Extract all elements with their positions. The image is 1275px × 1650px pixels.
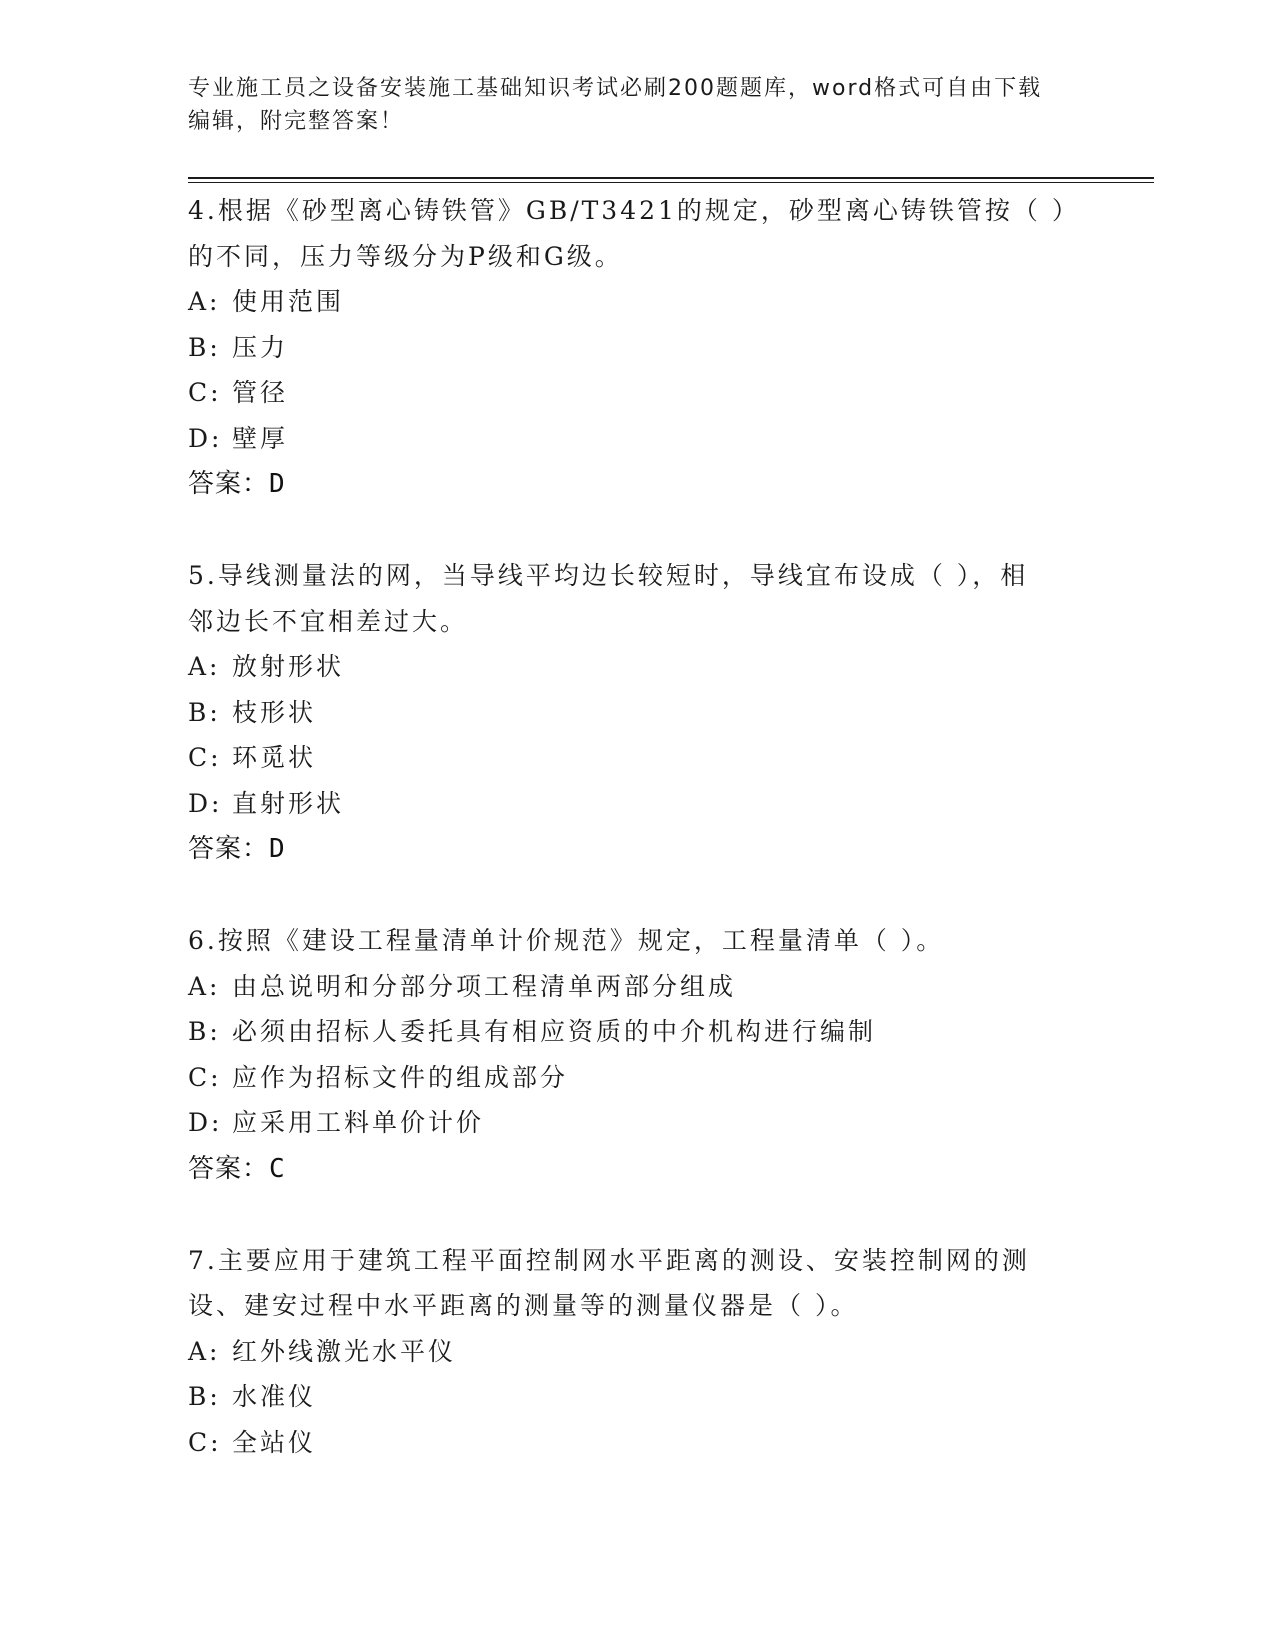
option-text: 红外线激光水平仪 [232,1336,457,1366]
option-key: C: [188,1427,222,1457]
answer-label: 答案： [188,1153,270,1184]
question-6 [188,918,1088,1192]
header-line-1: 专业施工员之设备安装施工基础知识考试必刷200题题库，word格式可自由下载 [188,76,1043,101]
question-7-option-a [188,1329,1088,1375]
option-text: 放射形状 [232,652,345,681]
option-key: B: [188,332,221,362]
question-7-text [188,1238,1088,1329]
option-text: 管径 [232,378,289,407]
option-key: B: [188,1017,221,1046]
question-5-text [188,553,1088,644]
question-5-answer [188,826,1088,872]
question-5-option-c [188,735,1088,781]
option-key: D: [188,788,223,818]
question-4-option-a [188,279,1088,325]
option-key: D: [188,423,223,453]
question-6-option-c [188,1055,1088,1101]
header-divider-thick [188,177,1154,179]
option-key: C: [188,378,222,407]
option-text: 必须由招标人委托具有相应资质的中介机构进行编制 [232,1017,877,1046]
option-text: 应作为招标文件的组成部分 [232,1062,569,1092]
answer-value: C [269,1153,286,1184]
question-5-line-2: 邻边长不宜相差过大。 [188,606,469,636]
option-text: 由总说明和分部分项工程清单两部分组成 [232,971,737,1001]
option-key: A: [188,1336,221,1366]
option-key: B: [188,697,221,727]
option-text: 壁厚 [232,423,289,453]
option-key: D: [188,1108,223,1137]
header-line-2: 编辑，附完整答案！ [188,109,405,134]
question-6-answer [188,1146,1088,1192]
question-4-text [188,188,1088,279]
option-text: 使用范围 [232,287,345,316]
option-text: 全站仪 [232,1427,317,1457]
header-divider-thin [188,182,1154,183]
question-5-option-b [188,690,1088,736]
question-list [188,188,1088,1511]
option-text: 应采用工料单价计价 [232,1108,485,1137]
answer-value: D [269,469,286,499]
option-key: C: [188,743,222,772]
question-4-option-c [188,370,1088,416]
option-text: 压力 [232,332,289,362]
question-4-line-1: 4.根据《砂型离心铸铁管》GB/T3421的规定，砂型离心铸铁管按（ ） [188,196,1080,225]
question-7-option-b [188,1374,1088,1420]
question-6-option-b [188,1009,1088,1055]
question-7-line-2: 设、建安过程中水平距离的测量等的测量仪器是（ ）。 [188,1291,859,1320]
question-4-option-d [188,416,1088,462]
question-6-line-1: 6.按照《建设工程量清单计价规范》规定，工程量清单（ ）。 [188,926,945,955]
answer-value: D [269,834,286,864]
question-6-option-a [188,964,1088,1010]
option-text: 直射形状 [232,788,345,818]
answer-label: 答案： [188,834,270,864]
question-7 [188,1238,1088,1466]
option-key: A: [188,287,221,316]
question-6-text [188,918,1088,964]
question-5-line-1: 5.导线测量法的网，当导线平均边长较短时，导线宜布设成（ ），相 [188,561,1029,590]
option-text: 枝形状 [232,697,317,727]
option-text: 环觅状 [232,743,317,772]
question-5 [188,553,1088,872]
question-4-line-2: 的不同，压力等级分为P级和G级。 [188,241,623,271]
option-key: B: [188,1382,221,1411]
question-4-answer [188,461,1088,507]
question-4-option-b [188,325,1088,371]
option-key: A: [188,652,221,681]
answer-label: 答案： [188,469,270,499]
option-key: A: [188,971,221,1001]
question-7-option-c [188,1420,1088,1466]
question-4 [188,188,1088,507]
option-key: C: [188,1062,222,1092]
option-text: 水准仪 [232,1382,317,1411]
question-6-option-d [188,1100,1088,1146]
question-5-option-d [188,781,1088,827]
question-5-option-a [188,644,1088,690]
document-header [188,72,1088,138]
question-7-line-1: 7.主要应用于建筑工程平面控制网水平距离的测设、安装控制网的测 [188,1245,1030,1275]
